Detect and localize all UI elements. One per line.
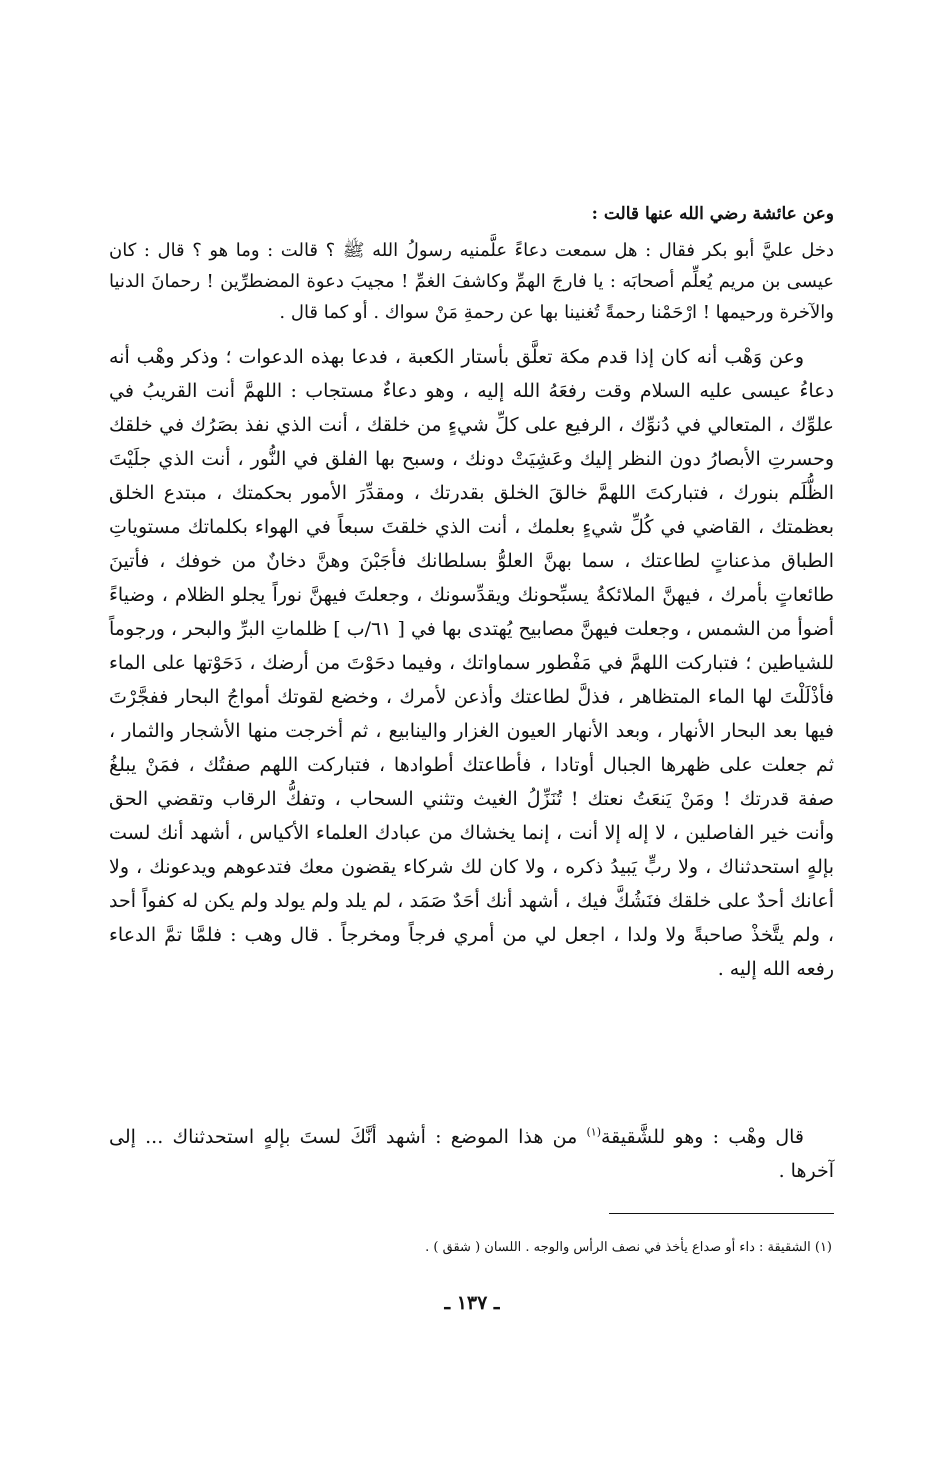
footnote-divider: [609, 1213, 834, 1214]
section-heading: وعن عائشة رضي الله عنها قالت :: [591, 204, 834, 224]
footnote: (١) الشقيقة : داء أو صداع يأخذ في نصف الرأس والوجه . اللسان ( شقق ) .: [425, 1240, 832, 1255]
supplication-paragraph: وعن وَهْب أنه كان إذا قدم مكة تعلَّق بأستار الكعبة ، فدعا بهذه الدعوات ؛ وذكر وهْب أنه دعاءُ عيسى عليه السلام وقت رفعَهُ الله إليه ، وهو دعاءٌ مستجاب : اللهمَّ أنت القريبُ في علوِّك ، المتعالي في دُنوِّك ، الرفيع على كلِّ شيءٍ من خلقك ، أنت الذي نفذ بصَرُك في خلقك وحسرتِ الأبصارُ دون النظر إليك وعَشِيَتْ دونك ، وسبح بها الفلق في النُّور ، أنت الذي جلَيْتَ الظُّلَم بنورك ، فتباركتَ اللهمَّ خالقَ الخلق بقدرتك ، ومقدِّرَ الأمور بحكمتك ، مبتدع الخلق بعظمتك ، القاضي في كُلِّ شيءٍ بعلمك ، أنت الذي خلقتَ سبعاً في الهواء بكلماتك مستوياتِ الطباق مذعناتٍ لطاعتك ، سما بهنَّ العلوُّ بسلطانك فأجَبْنَ وهنَّ دخانٌ من خوفك ، فأتينَ طائعاتٍ بأمرك ، فيهنَّ الملائكةُ يسبِّحونك ويقدِّسونك ، وجعلتَ فيهنَّ نوراً يجلو الظلام ، وضياءً أضوأ من الشمس ، وجعلت فيهنَّ مصابيح يُهتدى بها في [ ٦١/ب ] ظلماتِ البرِّ والبحر ، ورجوماً للشياطين ؛ فتباركت اللهمَّ في مَفْطور سماواتك ، وفيما دحَوْتَ من أرضك ، دَحَوْتها على الماء فأذْلَلْتَ لها الماء المتظاهر ، فذلَّ لطاعتك وأذعن لأمرك ، وخضع لقوتك أمواجُ البحار ففجَّرْتَ فيها بعد البحار الأنهار ، وبعد الأنهار العيون الغزار والينابيع ، ثم أخرجت منها الأشجار والثمار ، ثم جعلت على ظهرها الجبال أوتادا ، فأطاعتك أطوادها ، فتباركت اللهم صفتُك ، فمَنْ يبلغُ صفة قدرتك ! ومَنْ يَنعَتُ نعتك ! تُنَزِّلُ الغيث وتثني السحاب ، وتفكُّ الرقاب وتقضي الحق وأنت خير الفاصلين ، لا إله إلا أنت ، إنما يخشاك من عبادك العلماء الأكياس ، أشهد أنك لست بإلهٍ استحدثناك ، ولا ربٍّ يَبيدُ ذكره ، ولا كان لك شركاء يقضون معك فتدعوهم ويدعونك ، ولا أعانك أحدٌ على خلقك فنَشُكَّ فيك ، أشهد أنك أحَدٌ صَمَد ، لم يلد ولم يولد ولم يكن له كفواً أحد ، ولم يتَّخذْ صاحبةً ولا ولدا ، اجعل لي من أمري فرجاً ومخرجاً . قال وهب : فلمَّا تمَّ الدعاء رفعه الله إليه .: [109, 346, 835, 980]
closing-text-start: قال وهْب : وهو للشَّقيقة: [601, 1126, 804, 1148]
hadith-paragraph: دخل عليَّ أبو بكر فقال : هل سمعت دعاءً علَّمنيه رسولُ الله ﷺ ؟ قالت : وما هو ؟ قال : كان عيسى بن مريم يُعلِّم أصحابَه : يا فارجَ الهمِّ وكاشفَ الغمِّ ! مجيبَ دعوة المضطرِّين ! رحمانَ الدنيا والآخرة ورحيمها ! ارْحَمْنا رحمةً تُغنينا بها عن رحمةِ مَنْ سواك . أو كما قال .: [109, 240, 834, 323]
page-number: ـ ١٣٧ ـ: [444, 1292, 500, 1314]
closing-paragraph: [109, 1120, 834, 1188]
closing-text-end: من هذا الموضع : أشهد أنَّكَ لستَ بإلهٍ استحدثناك ... إلى آخرها .: [109, 1126, 834, 1182]
footnote-reference: (١): [586, 1125, 601, 1139]
